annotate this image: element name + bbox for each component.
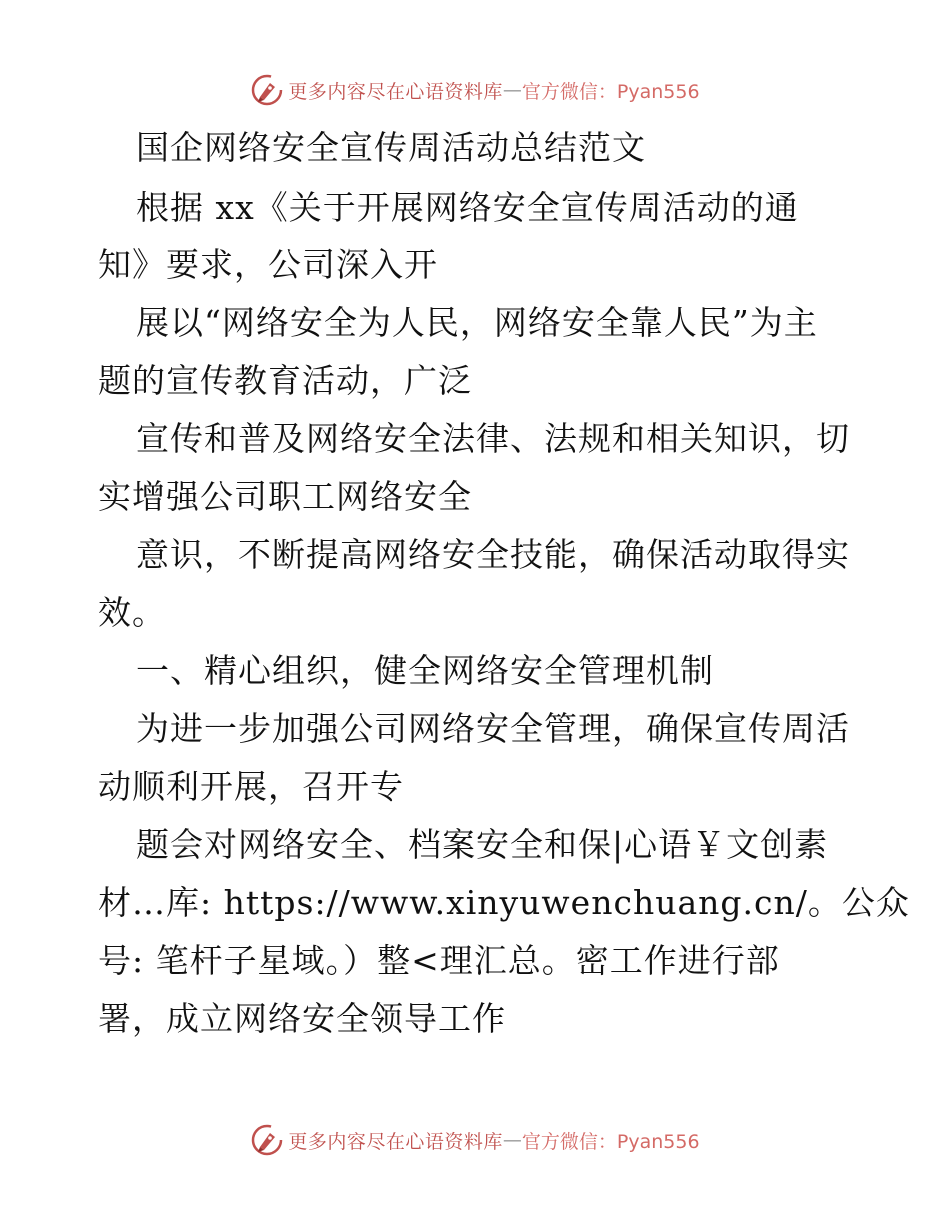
header-banner-dash: — xyxy=(502,79,522,101)
pen-nib-logo-icon xyxy=(250,73,284,107)
paragraph-line: 题的宣传教育活动，广泛 xyxy=(98,361,472,400)
paragraph-line: 知》要求，公司深入开 xyxy=(98,245,438,284)
paragraph-line: 号: 笔杆子星域。）整<理汇总。密工作进行部 xyxy=(98,941,780,980)
paragraph-line: 动顺利开展，召开专 xyxy=(98,767,404,806)
header-banner-main-text: 更多内容尽在心语资料库 xyxy=(288,80,503,103)
document-title: 国企网络安全宣传周活动总结范文 xyxy=(136,128,646,167)
paragraph-line: 根据 xx《关于开展网络安全宣传周活动的通 xyxy=(136,188,799,227)
paragraph-line: 题会对网络安全、档案安全和保|心语￥文创素 xyxy=(136,825,829,864)
paragraph-line: 署，成立网络安全领导工作 xyxy=(98,999,506,1038)
paragraph-line: 为进一步加强公司网络安全管理，确保宣传周活 xyxy=(136,709,850,748)
footer-banner xyxy=(0,1120,950,1160)
paragraph-line: 材…库: https://www.xinyuwenchuang.cn/。公众 xyxy=(98,883,910,922)
section-heading: 一、精心组织，健全网络安全管理机制 xyxy=(136,651,714,690)
header-banner xyxy=(0,70,950,110)
footer-banner-main-text: 更多内容尽在心语资料库 xyxy=(288,1130,503,1153)
header-banner-wechat: 官方微信：Pyan556 xyxy=(521,80,700,103)
footer-banner-dash: — xyxy=(502,1129,522,1151)
paragraph-line: 实增强公司职工网络安全 xyxy=(98,477,472,516)
paragraph-line: 效。 xyxy=(98,593,166,632)
pen-nib-logo-icon xyxy=(250,1123,284,1157)
paragraph-line: 宣传和普及网络安全法律、法规和相关知识，切 xyxy=(136,419,850,458)
footer-banner-wechat: 官方微信：Pyan556 xyxy=(521,1130,700,1153)
paragraph-line: 展以“网络安全为人民，网络安全靠人民”为主 xyxy=(136,303,818,342)
paragraph-line: 意识，不断提高网络安全技能，确保活动取得实 xyxy=(136,535,850,574)
